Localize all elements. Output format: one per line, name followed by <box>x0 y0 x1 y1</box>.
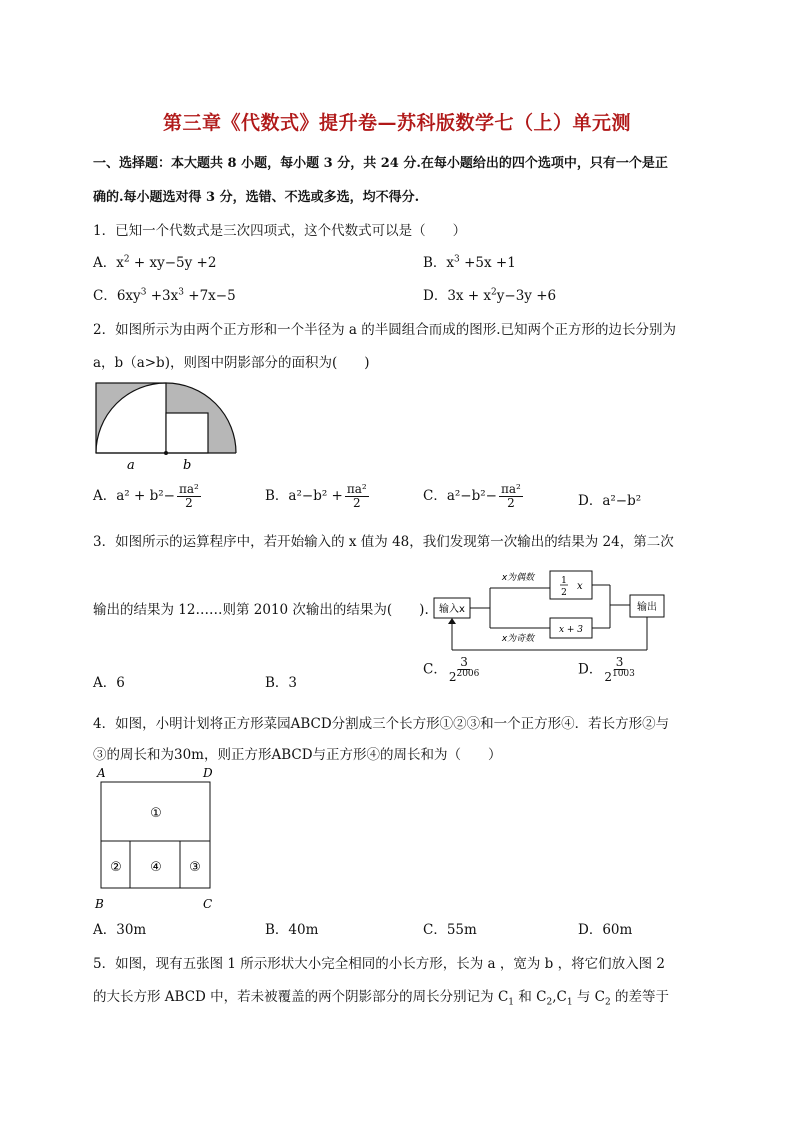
svg-text:③: ③ <box>189 860 201 875</box>
svg-text:④: ④ <box>150 860 162 875</box>
svg-text:x + 3: x + 3 <box>558 625 584 635</box>
q3-stem-2: 输出的结果为 12……则第 2010 次输出的结果为( ). <box>93 602 429 618</box>
q2-label-b: b <box>183 458 192 473</box>
svg-text:C: C <box>203 897 213 911</box>
svg-text:x为奇数: x为奇数 <box>501 634 535 644</box>
section-line-2: 确的.每小题选对得 3 分，选错、不选或多选，均不得分. <box>93 190 420 205</box>
q3-half-box <box>550 571 592 599</box>
q5-stem-1: 5．如图，现有五张图 1 所示形状大小完全相同的小长方形，长为 a ，宽为 b ，将它们放入图 2 <box>93 956 665 972</box>
svg-text:x为偶数: x为偶数 <box>501 573 535 583</box>
q3-option-b[interactable]: B．3 <box>265 675 298 691</box>
q2-option-a[interactable]: A．a² + b²− $\frac{\text{πa²}}{2}$ <box>93 482 199 511</box>
q3-flowchart <box>432 565 672 655</box>
q3-stem-1: 3．如图所示的运算程序中，若开始输入的 x 值为 48，我们发现第一次输出的结果为 24，第二次 <box>93 534 674 550</box>
q4-option-a[interactable]: A．30m <box>93 922 147 938</box>
q2-label-a: a <box>127 458 135 473</box>
q2-stem-1: 2．如图所示为由两个正方形和一个半径为 a 的半圆组合而成的图形.已知两个正方形的边长分别为 <box>93 322 677 338</box>
q3-option-a[interactable]: A．6 <box>93 675 125 691</box>
q2-option-b[interactable]: B．a²−b² + $\frac{\text{πa²}}{2}$ <box>265 482 367 511</box>
q4-option-c[interactable]: C．55m <box>423 922 477 938</box>
q5-stem-2: 的大长方形 ABCD 中，若未被覆盖的两个阴影部分的周长分别记为 $C_1$ 和 $C_2,C_1$ 与 $C_2$ 的差等于 <box>93 989 670 1008</box>
q2-figure <box>93 380 253 475</box>
q3-option-c[interactable]: C． $\frac{3}{2^{2006}}$ <box>423 655 480 685</box>
q4-figure <box>93 764 223 912</box>
q4-option-d[interactable]: D．60m <box>578 922 633 938</box>
q1-stem: 1．已知一个代数式是三次四项式，这个代数式可以是（ ） <box>93 223 467 239</box>
svg-text:输入x: 输入x <box>439 604 465 615</box>
q2-stem-2: a，b（a>b)，则图中阴影部分的面积为( ) <box>93 355 370 371</box>
q4-option-b[interactable]: B．40m <box>265 922 319 938</box>
q2-option-c[interactable]: C．a²−b²− $\frac{\text{πa²}}{2}$ <box>423 482 521 511</box>
q3-option-d[interactable]: D． $\frac{3}{2^{1003}}$ <box>578 655 635 685</box>
svg-text:A: A <box>97 766 106 780</box>
q1-option-d[interactable]: D．$3x + x^2y-3y +6$ <box>423 287 557 304</box>
q1-option-b[interactable]: B．$x^3 +5x +1$ <box>423 254 516 271</box>
q4-stem-1: 4．如图，小明计划将正方形菜园ABCD分割成三个长方形①②③和一个正方形④．若长方形②与 <box>93 716 670 732</box>
svg-text:D: D <box>203 766 213 780</box>
svg-text:①: ① <box>150 806 162 821</box>
page-title: 第三章《代数式》提升卷—苏科版数学七（上）单元测 <box>162 112 631 134</box>
svg-text:B: B <box>95 897 104 911</box>
svg-text:②: ② <box>110 860 122 875</box>
svg-text:2: 2 <box>561 588 567 598</box>
q2-small-square <box>166 413 208 453</box>
svg-text:输出: 输出 <box>637 602 657 613</box>
section-line-1: 一、选择题：本大题共 8 小题，每小题 3 分，共 24 分.在每小题给出的四个选项中，只有一个是正 <box>93 156 668 171</box>
q1-option-a[interactable]: A．$x^2 + xy-5y +2$ <box>93 254 217 271</box>
q2-option-d[interactable]: D．a²−b² <box>578 493 642 509</box>
svg-text:1: 1 <box>561 576 567 586</box>
svg-text:x: x <box>577 581 583 592</box>
q1-option-c[interactable]: C．$6xy^3 +3x^3 +7x-5$ <box>93 287 236 304</box>
q4-stem-2: ③的周长和为30m，则正方形ABCD与正方形④的周长和为（ ） <box>93 747 502 763</box>
q2-shade-left <box>96 383 166 453</box>
